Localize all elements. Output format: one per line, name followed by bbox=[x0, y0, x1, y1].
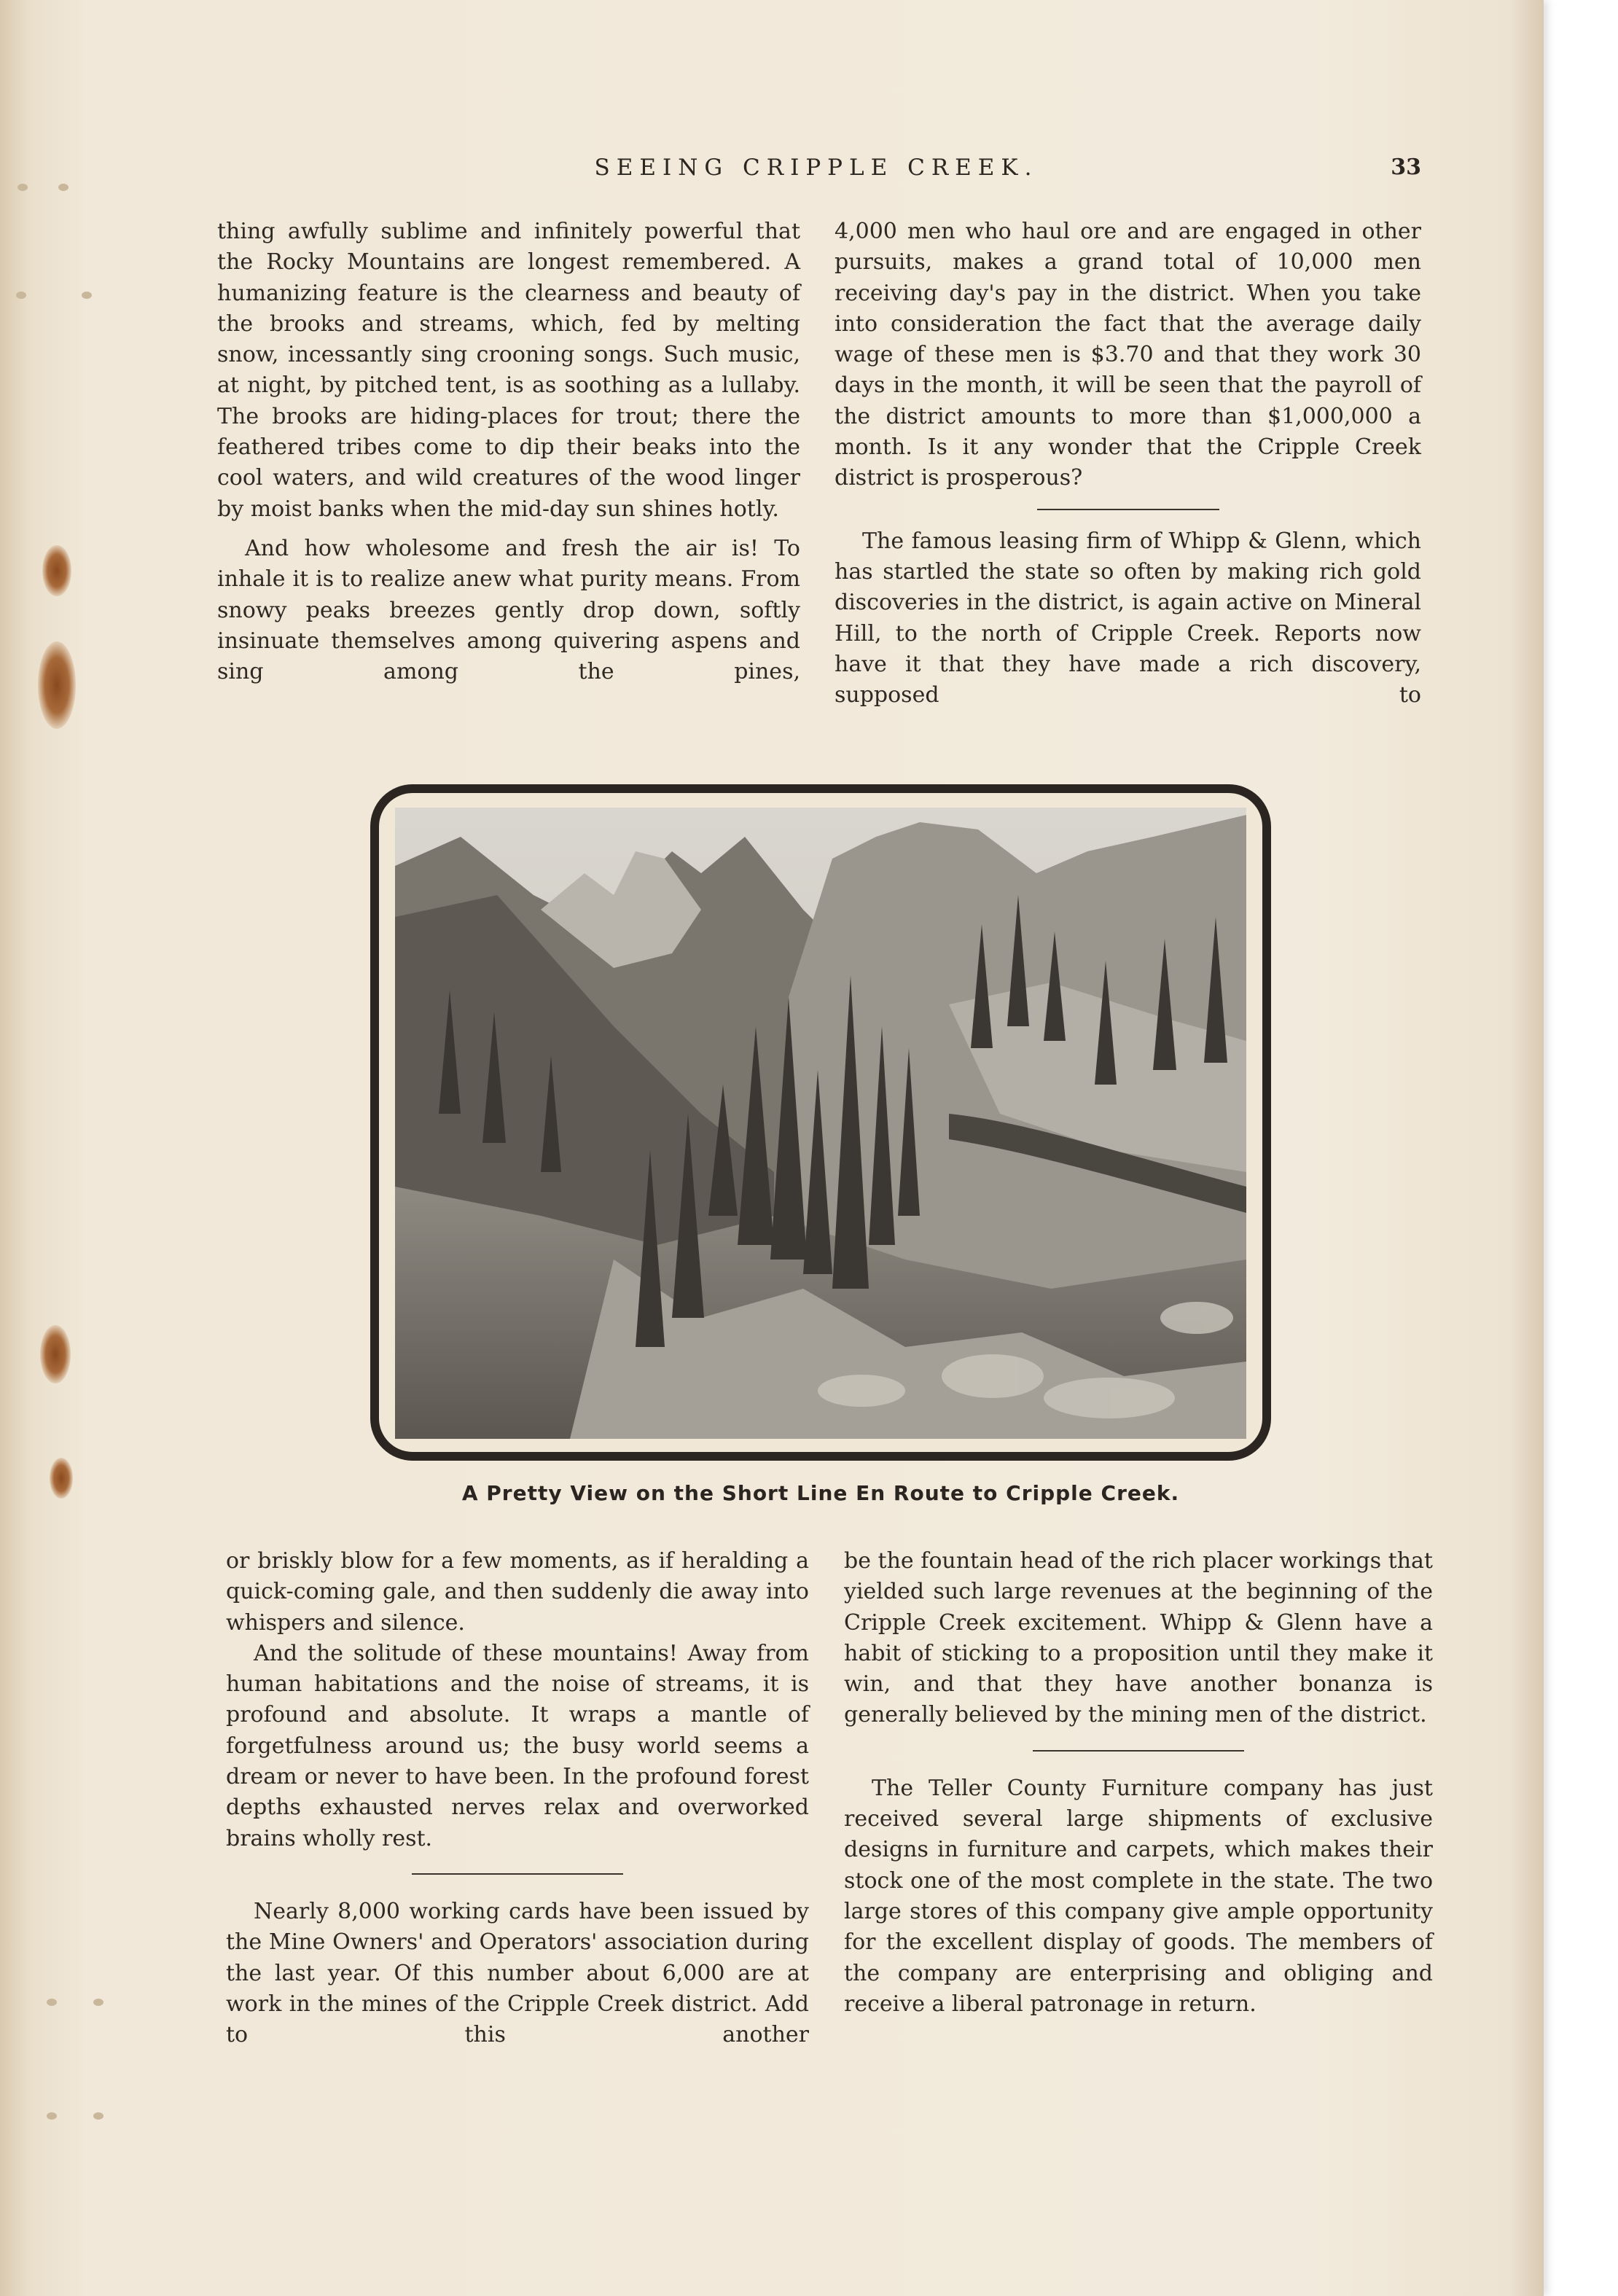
section-divider bbox=[1037, 509, 1219, 510]
binding-hole bbox=[93, 2112, 103, 2120]
top-left-column bbox=[217, 216, 800, 687]
paragraph: The Teller County Furniture company has just received several large shipments of exclusive designs in furniture and carpets, which makes their stock one of the most complete in the state. The two large stores of this company give ample opportunity for the excellent display of goods. The members of the company are enterprising and obliging and receive a liberal patronage in return. bbox=[844, 1775, 1433, 2017]
paragraph: Nearly 8,000 working cards have been issued by the Mine Owners' and Operators' association during the last year. Of this number about 6,000 are at work in the mines of the Cripple Creek district. Add to this another bbox=[226, 1898, 809, 2048]
paragraph: 4,000 men who haul ore and are engaged in other pursuits, makes a grand total of 10,000 men receiving day's pay in the district. When you take into consideration the fact that the average daily wage of these men is $3.70 and that they work 30 days in the month, it will be seen that the payroll of the district amounts to more than $1,000,000 a month. Is it any wonder that the Cripple Creek district is prosperous? bbox=[835, 219, 1421, 491]
binding-hole bbox=[93, 1999, 103, 2006]
paragraph: or briskly blow for a few moments, as if heralding a quick-coming gale, and then suddenly die away into whispers and silence. bbox=[226, 1548, 809, 1636]
bottom-left-column bbox=[226, 1546, 809, 2050]
mountain-landscape-image bbox=[395, 808, 1246, 1439]
binding-hole bbox=[47, 1999, 57, 2006]
binding-hole bbox=[17, 184, 28, 191]
binding-hole bbox=[47, 2112, 57, 2120]
paragraph: be the fountain head of the rich placer workings that yielded such large revenues at the beginning of the Cripple Creek excitement. Whipp & Glenn have a habit of sticking to a proposition until they make it win, and that they have another bonanza is generally believed by the mining men of the district. bbox=[844, 1548, 1433, 1728]
section-divider bbox=[412, 1873, 623, 1875]
rust-stain bbox=[40, 1325, 71, 1383]
paragraph: And how wholesome and fresh the air is! To inhale it is to realize anew what purity means. From snowy peaks breezes gently drop down, softly insinuate themselves among quivering aspens and sing among the pines, bbox=[217, 535, 800, 685]
binding-hole bbox=[82, 292, 92, 299]
photograph bbox=[370, 784, 1271, 1461]
top-right-column bbox=[835, 216, 1421, 711]
paragraph: And the solitude of these mountains! Away from human habitations and the noise of streams, it is profound and absolute. It wraps a mantle of forgetfulness around us; the busy world seems a dream or never to have been. In the profound forest depths exhausted nerves relax and overworked brains wholly rest. bbox=[226, 1640, 809, 1851]
rust-stain bbox=[50, 1458, 73, 1499]
photo-caption: A Pretty View on the Short Line En Route to Cripple Creek. bbox=[461, 1481, 1180, 1505]
binding-hole bbox=[58, 184, 69, 191]
binding-hole bbox=[16, 292, 26, 299]
rust-stain bbox=[38, 641, 76, 729]
section-divider bbox=[1033, 1750, 1244, 1752]
bottom-right-column bbox=[844, 1546, 1433, 2020]
page-header bbox=[211, 155, 1421, 191]
page-number: 33 bbox=[1391, 155, 1421, 180]
rust-stain bbox=[42, 545, 71, 596]
running-title: SEEING CRIPPLE CREEK. bbox=[594, 155, 1039, 181]
paragraph: The famous leasing firm of Whipp & Glenn, which has startled the state so often by making rich gold discoveries in the district, is again active on Mineral Hill, to the north of Cripple Creek. Reports now have it that they have made a rich discovery, supposed to bbox=[835, 528, 1421, 708]
paragraph: thing awfully sublime and infinitely powerful that the Rocky Mountains are longest remembered. A humanizing feature is the clearness and beauty of the brooks and streams, which, fed by melting snow, incessantly sing crooning songs. Such music, at night, by pitched tent, is as soothing as a lullaby. The brooks are hiding-places for trout; there the feathered tribes come to dip their beaks into the cool waters, and wild creatures of the wood linger by moist banks when the mid-day sun shines hotly. bbox=[217, 219, 800, 522]
